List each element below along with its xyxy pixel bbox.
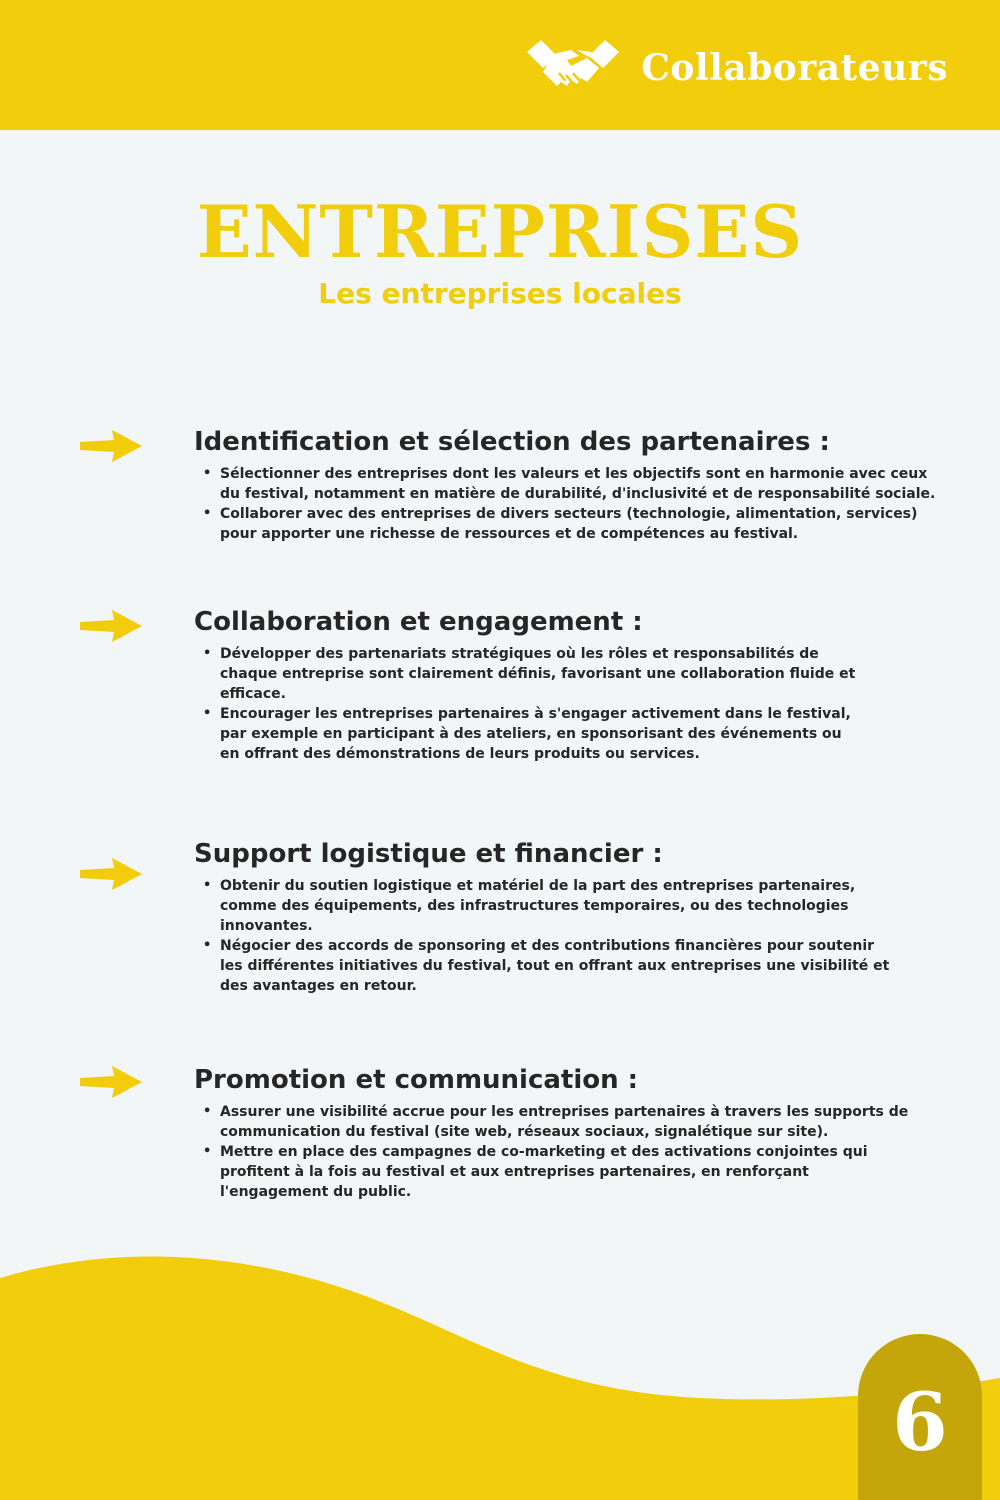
bullet-item (0, 704, 855, 764)
page-subtitle: Les entreprises locales (318, 277, 682, 310)
page-title: ENTREPRISES (196, 189, 804, 274)
bullet-item (0, 936, 889, 996)
bullet-line: pour apporter une richesse de ressources et de compétences au festival. (220, 526, 799, 542)
bullet-line: comme des équipements, des infrastructures temporaires, ou des technologies (220, 898, 849, 914)
bullet-item (0, 644, 855, 704)
bullet-line: Mettre en place des campagnes de co-marketing et des activations conjointes qui (220, 1144, 868, 1160)
bullet-item (0, 876, 889, 936)
arrow-right-icon (80, 430, 142, 462)
bullet-line: en offrant des démonstrations de leurs produits ou services. (220, 746, 700, 762)
section-title: Identification et sélection des partenaires : (194, 427, 830, 457)
bullet-list (0, 1102, 908, 1202)
section-title: Support logistique et financier : (194, 839, 663, 869)
bullet-line: par exemple en participant à des ateliers, en sponsorisant des événements ou (220, 726, 842, 742)
page-number-badge (858, 1334, 982, 1500)
footer-wave (0, 1250, 1000, 1500)
bullet-line: Collaborer avec des entreprises de divers secteurs (technologie, alimentation, services) (220, 506, 918, 522)
header-brand (527, 36, 948, 100)
bullet-list (0, 644, 855, 764)
bullet-item (0, 464, 935, 504)
section-title: Promotion et communication : (194, 1065, 639, 1095)
brand-name: Collaborateurs (641, 47, 948, 89)
bullet-line: l'engagement du public. (220, 1184, 412, 1200)
bullet-item (0, 1102, 908, 1142)
section-title: Collaboration et engagement : (194, 607, 643, 637)
bullet-line: Sélectionner des entreprises dont les valeurs et les objectifs sont en harmonie avec ceux (220, 466, 928, 482)
bullet-item (0, 1142, 908, 1202)
bullet-line: du festival, notamment en matière de durabilité, d'inclusivité et de responsabilité sociale. (220, 486, 936, 502)
bullet-line: Assurer une visibilité accrue pour les entreprises partenaires à travers les supports de (220, 1104, 909, 1120)
bullet-line: chaque entreprise sont clairement définis, favorisant une collaboration fluide et (220, 666, 856, 682)
bullet-item (0, 504, 935, 544)
bullet-line: Développer des partenariats stratégiques où les rôles et responsabilités de (220, 646, 819, 662)
header-bar (0, 0, 1000, 130)
bullet-list (0, 464, 935, 544)
bullet-line: Encourager les entreprises partenaires à s'engager activement dans le festival, (220, 706, 851, 722)
bullet-list (0, 876, 889, 996)
page-number: 6 (892, 1375, 948, 1469)
bullet-line: efficace. (220, 686, 286, 702)
bullet-line: innovantes. (220, 918, 313, 934)
bullet-line: des avantages en retour. (220, 978, 417, 994)
bullet-line: les différentes initiatives du festival, tout en offrant aux entreprises une visibilité et (220, 958, 890, 974)
handshake-icon (527, 38, 619, 98)
arrow-right-icon (80, 1066, 142, 1098)
bullet-line: Obtenir du soutien logistique et matériel de la part des entreprises partenaires, (220, 878, 856, 894)
arrow-right-icon (80, 610, 142, 642)
bullet-line: profitent à la fois au festival et aux entreprises partenaires, en renforçant (220, 1164, 809, 1180)
bullet-line: Négocier des accords de sponsoring et des contributions financières pour soutenir (220, 938, 875, 954)
bullet-line: communication du festival (site web, réseaux sociaux, signalétique sur site). (220, 1124, 829, 1140)
